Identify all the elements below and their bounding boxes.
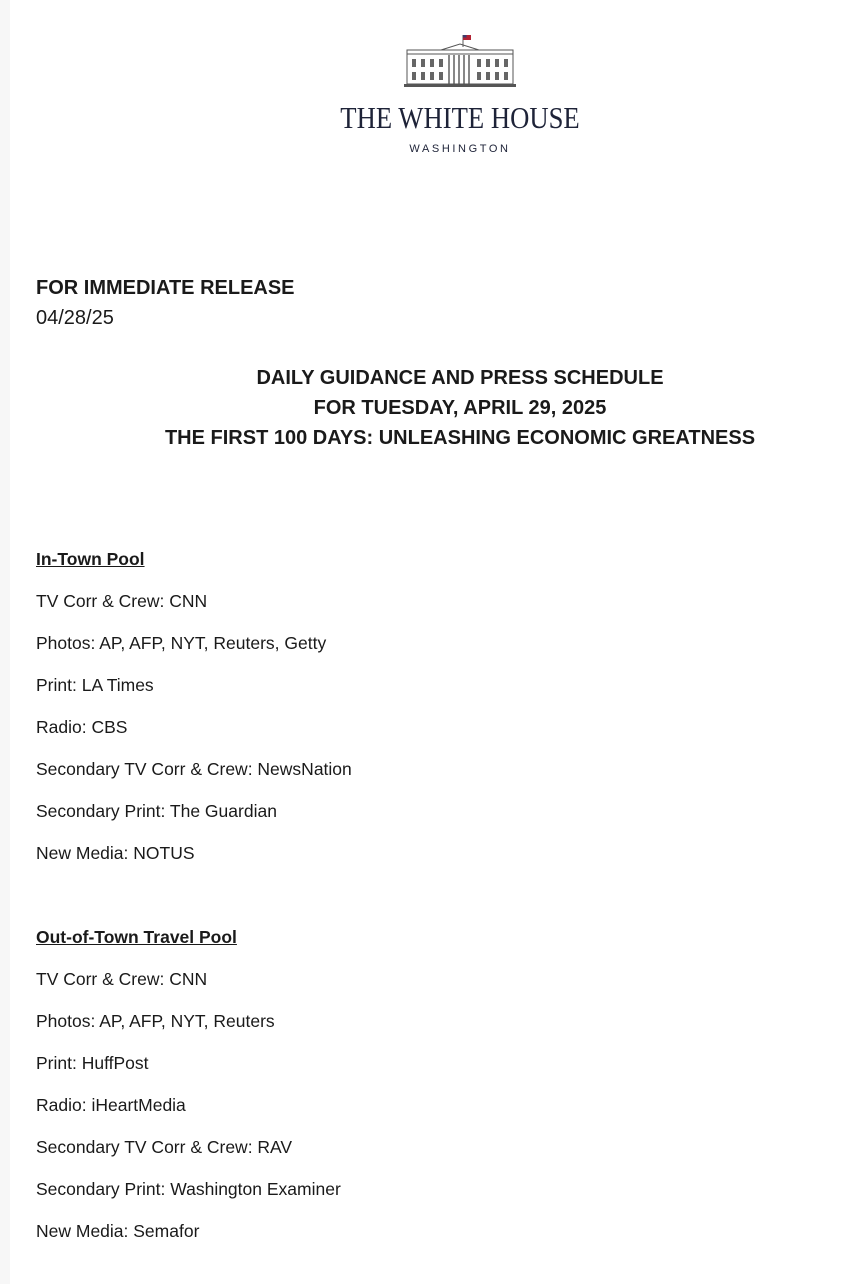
list-item: Photos: AP, AFP, NYT, Reuters, Getty [36,633,327,653]
list-item: New Media: NOTUS [36,843,195,863]
list-item: New Media: Semafor [36,1221,200,1241]
white-house-logo-icon [403,33,517,89]
document-page [10,0,850,1284]
list-item: Secondary Print: The Guardian [36,801,277,821]
logo-subtitle: WASHINGTON [409,143,511,155]
headline-line-1: DAILY GUIDANCE AND PRESS SCHEDULE [256,367,664,389]
list-item: Secondary Print: Washington Examiner [36,1179,341,1199]
list-item: Print: LA Times [36,675,154,695]
list-item: Secondary TV Corr & Crew: RAV [36,1137,293,1157]
list-item: TV Corr & Crew: CNN [36,969,208,989]
list-item: Print: HuffPost [36,1053,149,1073]
in-town-pool-title: In-Town Pool [36,549,145,569]
release-date: 04/28/25 [36,307,114,329]
list-item: Photos: AP, AFP, NYT, Reuters [36,1011,275,1031]
headline-line-2: FOR TUESDAY, APRIL 29, 2025 [313,397,607,419]
list-item: Radio: iHeartMedia [36,1095,186,1115]
headline-line-3: THE FIRST 100 DAYS: UNLEASHING ECONOMIC GREATNESS [164,427,756,449]
release-label: FOR IMMEDIATE RELEASE [36,277,295,299]
list-item: Radio: CBS [36,717,128,737]
travel-pool-title: Out-of-Town Travel Pool [36,927,237,947]
list-item: Secondary TV Corr & Crew: NewsNation [36,759,352,779]
logo-title: THE WHITE HOUSE [340,100,580,135]
list-item: TV Corr & Crew: CNN [36,591,208,611]
